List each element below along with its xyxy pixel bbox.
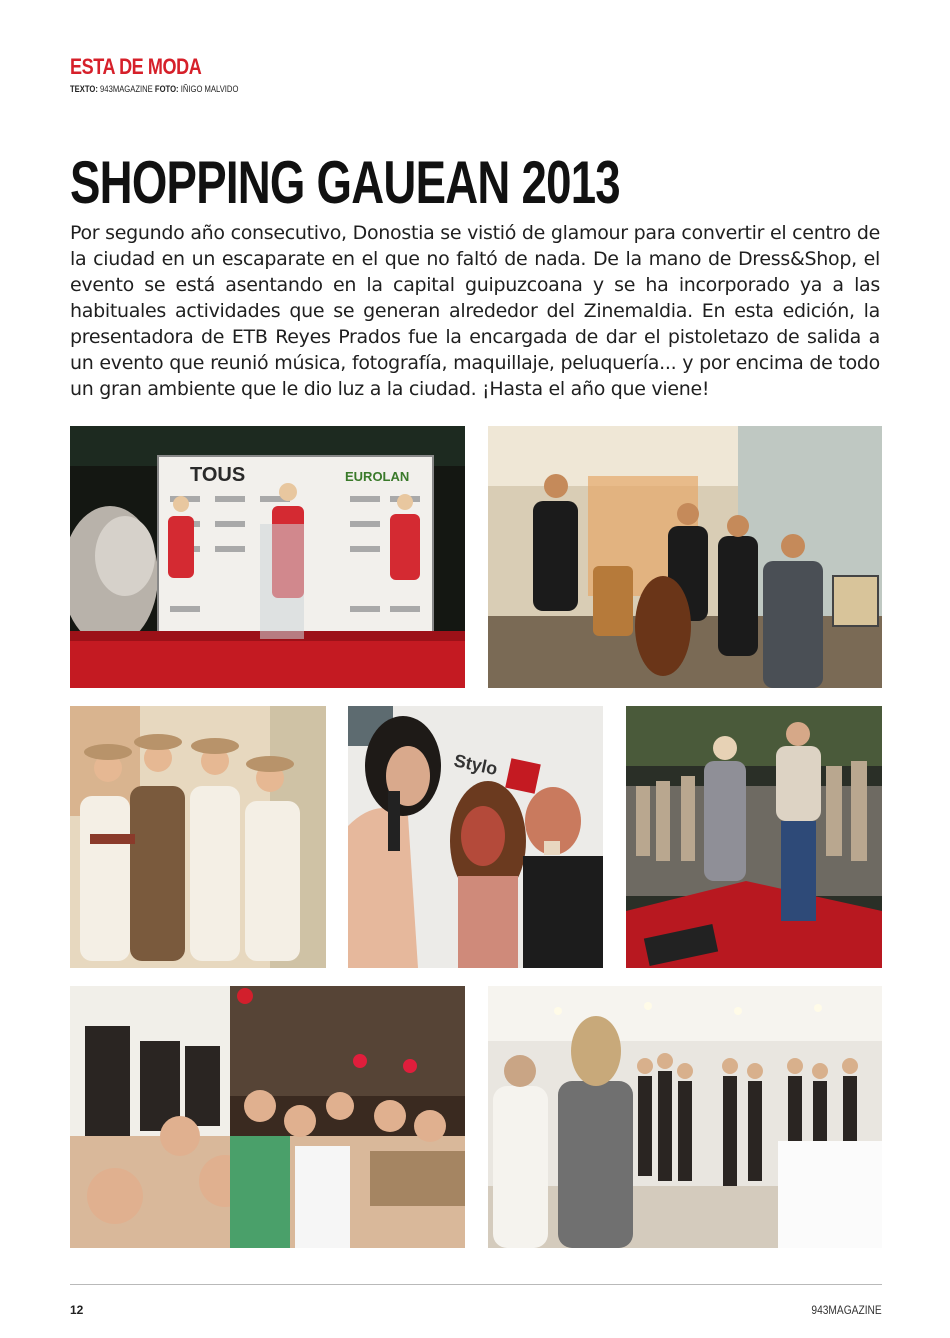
magazine-name: 943MAGAZINE [811, 1303, 882, 1317]
credits [70, 84, 238, 94]
credits-photo-label: FOTO: [154, 84, 179, 94]
footer-divider [70, 1284, 882, 1285]
zombie-photo-logo: Stylo [452, 750, 500, 780]
photo-women-hats [70, 706, 326, 968]
page-number: 12 [70, 1303, 84, 1317]
article-title: SHOPPING GAUEAN 2013 [70, 149, 620, 216]
photo-stage-presentation [70, 426, 465, 688]
stage-brand-tous: TOUS [190, 464, 246, 486]
credits-text-label: TEXTO: [70, 84, 98, 94]
credits-text-value: 943MAGAZINE [100, 84, 153, 94]
photo-zombie-makeup [348, 706, 603, 968]
stage-brand-eurolan: EUROLAN [345, 469, 410, 484]
photo-musicians-shop [488, 426, 882, 688]
section-label: ESTA DE MODA [70, 54, 202, 79]
photo-fashion-show-room [488, 986, 882, 1248]
photo-store-crowd [70, 986, 465, 1248]
credits-photo-value: IÑIGO MALVIDO [180, 84, 239, 94]
article-intro: Por segundo año consecutivo, Donostia se vistió de glamour para convertir el centro de la ciudad en un escaparate en el que no faltó de nada. De la mano de Dress&Shop, el evento se está asentando en la capital guipuzcoana y se ha incorporado ya a las habituales actividades que se generan alrededor del Zinemaldia. En esta edición, la presentadora de ETB Reyes Prados fue la encargada de dar el pistoletazo de salida a un evento que reunió música, fotografía, maquillaje, peluquería... y por encima de todo un gran ambiente que le dio luz a la ciudad. ¡Hasta el año que viene! [70, 222, 880, 400]
photo-red-carpet-walk [626, 706, 882, 968]
